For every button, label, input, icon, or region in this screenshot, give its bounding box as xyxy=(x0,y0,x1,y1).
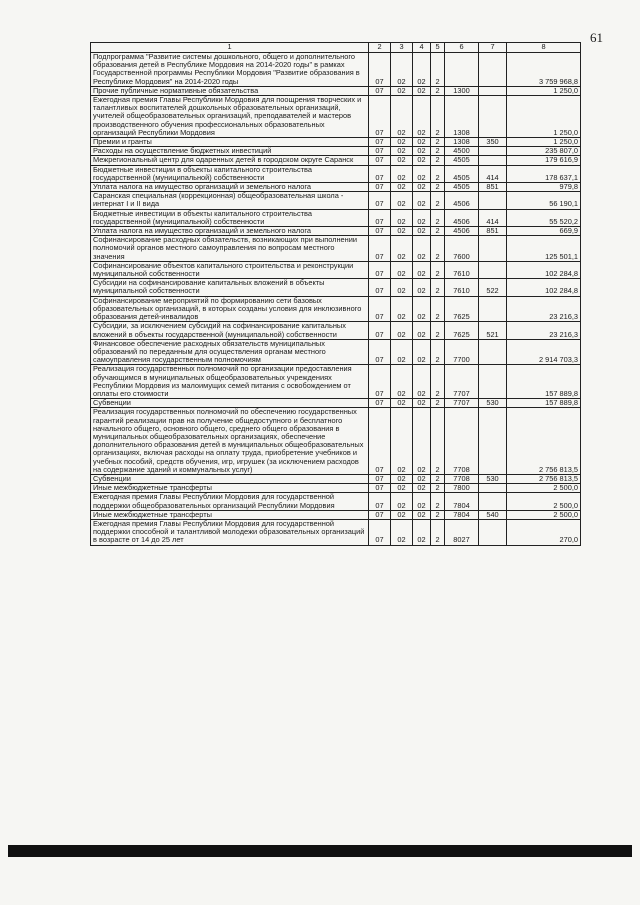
code-cell: 02 xyxy=(413,209,431,226)
code-cell: 2 xyxy=(431,261,445,278)
code-cell: 7625 xyxy=(445,296,479,322)
code-cell: 2 xyxy=(431,322,445,339)
code-cell xyxy=(479,365,507,399)
code-cell: 02 xyxy=(413,138,431,147)
item-name-cell: Субсидии на софинансирование капитальных вложений в объекты муниципальной собственности xyxy=(91,279,369,296)
code-cell: 07 xyxy=(369,399,391,408)
code-cell: 4506 xyxy=(445,209,479,226)
code-cell xyxy=(479,86,507,95)
code-cell: 02 xyxy=(413,261,431,278)
column-header: 1 xyxy=(91,43,369,53)
code-cell: 2 xyxy=(431,474,445,483)
table-row xyxy=(91,510,581,519)
code-cell: 1300 xyxy=(445,86,479,95)
code-cell: 02 xyxy=(413,183,431,192)
code-cell: 07 xyxy=(369,192,391,209)
scan-edge-bar xyxy=(8,845,632,857)
item-name-cell: Софинансирование мероприятий по формированию сети базовых образовательных организаций, в которых созданы условия для инклюзивного образования детей-инвалидов xyxy=(91,296,369,322)
code-cell: 02 xyxy=(391,322,413,339)
code-cell: 07 xyxy=(369,165,391,182)
table-row xyxy=(91,322,581,339)
code-cell: 02 xyxy=(413,365,431,399)
item-name-cell: Бюджетные инвестиции в объекты капитального строительства государственной (муниципальной) собственности xyxy=(91,209,369,226)
code-cell: 02 xyxy=(391,86,413,95)
table-row xyxy=(91,227,581,236)
code-cell xyxy=(479,147,507,156)
table-row xyxy=(91,484,581,493)
code-cell: 7610 xyxy=(445,279,479,296)
item-name-cell: Уплата налога на имущество организаций и земельного налога xyxy=(91,183,369,192)
budget-table xyxy=(90,42,581,546)
code-cell: 07 xyxy=(369,493,391,510)
code-cell: 2 xyxy=(431,96,445,138)
code-cell: 07 xyxy=(369,227,391,236)
code-cell: 07 xyxy=(369,322,391,339)
item-name-cell: Иные межбюджетные трансферты xyxy=(91,484,369,493)
code-cell: 02 xyxy=(413,484,431,493)
code-cell: 02 xyxy=(391,399,413,408)
amount-cell: 1 250,0 xyxy=(507,86,581,95)
code-cell xyxy=(479,156,507,165)
code-cell: 02 xyxy=(413,296,431,322)
code-cell: 07 xyxy=(369,408,391,475)
code-cell: 02 xyxy=(413,96,431,138)
code-cell: 1308 xyxy=(445,138,479,147)
column-header: 4 xyxy=(413,43,431,53)
table-row xyxy=(91,408,581,475)
code-cell: 2 xyxy=(431,484,445,493)
code-cell xyxy=(479,296,507,322)
code-cell: 02 xyxy=(391,339,413,365)
amount-cell: 235 807,0 xyxy=(507,147,581,156)
code-cell: 02 xyxy=(391,261,413,278)
code-cell: 02 xyxy=(391,296,413,322)
code-cell: 522 xyxy=(479,279,507,296)
code-cell: 02 xyxy=(391,279,413,296)
code-cell: 02 xyxy=(391,510,413,519)
code-cell: 851 xyxy=(479,227,507,236)
code-cell: 07 xyxy=(369,365,391,399)
amount-cell: 55 520,2 xyxy=(507,209,581,226)
column-number-row xyxy=(91,43,581,53)
code-cell: 02 xyxy=(391,165,413,182)
item-name-cell: Иные межбюджетные трансферты xyxy=(91,510,369,519)
code-cell: 1308 xyxy=(445,96,479,138)
code-cell: 2 xyxy=(431,227,445,236)
column-header: 8 xyxy=(507,43,581,53)
amount-cell: 157 889,8 xyxy=(507,365,581,399)
code-cell: 02 xyxy=(413,399,431,408)
code-cell: 07 xyxy=(369,339,391,365)
column-header: 2 xyxy=(369,43,391,53)
item-name-cell: Ежегодная премия Главы Республики Мордовия для государственной поддержки способной и талантливой молодежи образовательных организаций в возрасте от 14 до 25 лет xyxy=(91,519,369,545)
code-cell: 02 xyxy=(413,86,431,95)
code-cell: 02 xyxy=(413,227,431,236)
table-row xyxy=(91,192,581,209)
table-row xyxy=(91,474,581,483)
code-cell xyxy=(479,53,507,87)
code-cell: 02 xyxy=(413,236,431,262)
code-cell: 07 xyxy=(369,138,391,147)
code-cell: 02 xyxy=(413,156,431,165)
code-cell: 02 xyxy=(391,147,413,156)
code-cell: 2 xyxy=(431,296,445,322)
code-cell: 02 xyxy=(391,192,413,209)
code-cell: 2 xyxy=(431,493,445,510)
code-cell: 2 xyxy=(431,165,445,182)
amount-cell: 56 190,1 xyxy=(507,192,581,209)
code-cell: 2 xyxy=(431,510,445,519)
item-name-cell: Подпрограмма "Развитие системы дошкольного, общего и дополнительного образования детей в Республике Мордовия на 2014-2020 годы" в рамках Государственной программы Республики Мордовия "Развитие образования в Республике Мордовия" на 2014-2020 годы xyxy=(91,53,369,87)
code-cell: 02 xyxy=(391,227,413,236)
amount-cell: 102 284,8 xyxy=(507,279,581,296)
code-cell xyxy=(445,53,479,87)
code-cell: 07 xyxy=(369,261,391,278)
code-cell: 7708 xyxy=(445,408,479,475)
table-row xyxy=(91,138,581,147)
code-cell: 4506 xyxy=(445,227,479,236)
code-cell: 02 xyxy=(413,474,431,483)
item-name-cell: Ежегодная премия Главы Республики Мордовия для государственной поддержки общеобразовательных организаций Республики Мордовия xyxy=(91,493,369,510)
code-cell: 07 xyxy=(369,53,391,87)
code-cell: 7600 xyxy=(445,236,479,262)
code-cell xyxy=(479,408,507,475)
code-cell: 07 xyxy=(369,519,391,545)
code-cell: 4500 xyxy=(445,147,479,156)
code-cell: 2 xyxy=(431,339,445,365)
code-cell: 2 xyxy=(431,53,445,87)
code-cell: 2 xyxy=(431,156,445,165)
code-cell: 530 xyxy=(479,474,507,483)
code-cell: 07 xyxy=(369,296,391,322)
item-name-cell: Расходы на осуществление бюджетных инвестиций xyxy=(91,147,369,156)
code-cell: 02 xyxy=(391,365,413,399)
code-cell xyxy=(479,519,507,545)
code-cell: 02 xyxy=(413,147,431,156)
code-cell xyxy=(479,493,507,510)
table-row xyxy=(91,209,581,226)
code-cell: 350 xyxy=(479,138,507,147)
code-cell: 414 xyxy=(479,165,507,182)
code-cell: 2 xyxy=(431,192,445,209)
code-cell: 2 xyxy=(431,365,445,399)
code-cell: 851 xyxy=(479,183,507,192)
code-cell: 02 xyxy=(391,484,413,493)
code-cell: 02 xyxy=(413,165,431,182)
column-header: 5 xyxy=(431,43,445,53)
code-cell: 2 xyxy=(431,408,445,475)
amount-cell: 179 616,9 xyxy=(507,156,581,165)
amount-cell: 178 637,1 xyxy=(507,165,581,182)
item-name-cell: Субвенции xyxy=(91,474,369,483)
code-cell: 4505 xyxy=(445,156,479,165)
code-cell: 02 xyxy=(413,493,431,510)
code-cell: 07 xyxy=(369,156,391,165)
table-row xyxy=(91,365,581,399)
code-cell: 2 xyxy=(431,279,445,296)
item-name-cell: Субвенции xyxy=(91,399,369,408)
page-number: 61 xyxy=(590,30,603,45)
table-row xyxy=(91,53,581,87)
amount-cell: 2 500,0 xyxy=(507,493,581,510)
code-cell: 8027 xyxy=(445,519,479,545)
code-cell: 521 xyxy=(479,322,507,339)
item-name-cell: Бюджетные инвестиции в объекты капитального строительства государственной (муниципальной) собственности xyxy=(91,165,369,182)
code-cell: 02 xyxy=(413,279,431,296)
amount-cell: 2 500,0 xyxy=(507,510,581,519)
amount-cell: 2 914 703,3 xyxy=(507,339,581,365)
code-cell: 7804 xyxy=(445,493,479,510)
code-cell: 07 xyxy=(369,236,391,262)
code-cell: 02 xyxy=(391,493,413,510)
code-cell: 7800 xyxy=(445,484,479,493)
column-header: 7 xyxy=(479,43,507,53)
code-cell: 02 xyxy=(391,138,413,147)
code-cell xyxy=(479,236,507,262)
code-cell: 7610 xyxy=(445,261,479,278)
amount-cell: 1 250,0 xyxy=(507,96,581,138)
code-cell: 07 xyxy=(369,183,391,192)
amount-cell: 270,0 xyxy=(507,519,581,545)
table-row xyxy=(91,96,581,138)
table-row xyxy=(91,165,581,182)
code-cell: 07 xyxy=(369,147,391,156)
column-header: 6 xyxy=(445,43,479,53)
amount-cell: 2 756 813,5 xyxy=(507,474,581,483)
column-header: 3 xyxy=(391,43,413,53)
item-name-cell: Премии и гранты xyxy=(91,138,369,147)
table-row xyxy=(91,86,581,95)
code-cell: 07 xyxy=(369,484,391,493)
code-cell: 02 xyxy=(413,339,431,365)
code-cell: 02 xyxy=(391,183,413,192)
item-name-cell: Саранская специальная (коррекционная) общеобразовательная школа - интернат I и II вида xyxy=(91,192,369,209)
amount-cell: 669,9 xyxy=(507,227,581,236)
code-cell xyxy=(479,96,507,138)
item-name-cell: Ежегодная премия Главы Республики Мордовия для поощрения творческих и талантливых воспитателей дошкольных образовательных организаций, учителей общеобразовательных организаций, преподавателей и мастеров производственного обучения профессиональных образовательных организаций Республики Мордовия xyxy=(91,96,369,138)
amount-cell: 2 500,0 xyxy=(507,484,581,493)
item-name-cell: Софинансирование расходных обязательств, возникающих при выполнении полномочий органов местного самоуправления по вопросам местного значения xyxy=(91,236,369,262)
item-name-cell: Реализация государственных полномочий по организации предоставления обучающимся в муниципальных общеобразовательных учреждениях Республики Мордовия из малоимущих семей питания с освобождением от оплаты его стоимости xyxy=(91,365,369,399)
code-cell: 02 xyxy=(413,510,431,519)
table-row xyxy=(91,279,581,296)
code-cell: 02 xyxy=(413,322,431,339)
code-cell: 02 xyxy=(391,209,413,226)
code-cell: 07 xyxy=(369,510,391,519)
code-cell: 530 xyxy=(479,399,507,408)
code-cell: 2 xyxy=(431,209,445,226)
table-row xyxy=(91,339,581,365)
code-cell: 02 xyxy=(391,519,413,545)
item-name-cell: Реализация государственных полномочий по обеспечению государственных гарантий реализации прав на получение общедоступного и бесплатного начального общего, основного общего, среднего общего образования в муниципальных общеобразовательных организациях, обеспечение дополнительного образования детей в муниципальных общеобразовательных организациях, включая расходы на оплату труда, приобретение учебников и учебных пособий, средств обучения, игр, игрушек (за исключением расходов на содержание зданий и коммунальных услуг) xyxy=(91,408,369,475)
code-cell: 02 xyxy=(391,53,413,87)
code-cell: 2 xyxy=(431,138,445,147)
code-cell xyxy=(479,192,507,209)
code-cell: 7707 xyxy=(445,365,479,399)
code-cell: 540 xyxy=(479,510,507,519)
code-cell: 02 xyxy=(413,53,431,87)
amount-cell: 23 216,3 xyxy=(507,296,581,322)
code-cell: 7625 xyxy=(445,322,479,339)
code-cell: 2 xyxy=(431,399,445,408)
amount-cell: 3 759 968,8 xyxy=(507,53,581,87)
code-cell: 7708 xyxy=(445,474,479,483)
code-cell: 02 xyxy=(391,408,413,475)
table-body xyxy=(91,53,581,546)
table-row xyxy=(91,261,581,278)
code-cell: 02 xyxy=(413,519,431,545)
code-cell: 07 xyxy=(369,209,391,226)
code-cell: 4505 xyxy=(445,183,479,192)
code-cell: 7707 xyxy=(445,399,479,408)
table-row xyxy=(91,296,581,322)
item-name-cell: Субсидии, за исключением субсидий на софинансирование капитальных вложений в объекты государственной (муниципальной) собственности xyxy=(91,322,369,339)
amount-cell: 102 284,8 xyxy=(507,261,581,278)
code-cell: 02 xyxy=(391,156,413,165)
code-cell: 02 xyxy=(413,192,431,209)
code-cell: 07 xyxy=(369,279,391,296)
code-cell: 07 xyxy=(369,474,391,483)
code-cell: 4505 xyxy=(445,165,479,182)
amount-cell: 979,8 xyxy=(507,183,581,192)
code-cell: 07 xyxy=(369,86,391,95)
code-cell: 07 xyxy=(369,96,391,138)
item-name-cell: Прочие публичные нормативные обязательства xyxy=(91,86,369,95)
code-cell: 2 xyxy=(431,147,445,156)
code-cell: 4506 xyxy=(445,192,479,209)
table-row xyxy=(91,493,581,510)
amount-cell: 1 250,0 xyxy=(507,138,581,147)
code-cell: 2 xyxy=(431,86,445,95)
code-cell xyxy=(479,484,507,493)
code-cell: 414 xyxy=(479,209,507,226)
table-row xyxy=(91,183,581,192)
code-cell: 2 xyxy=(431,183,445,192)
table-row xyxy=(91,236,581,262)
table-row xyxy=(91,399,581,408)
code-cell: 02 xyxy=(391,236,413,262)
code-cell: 7700 xyxy=(445,339,479,365)
item-name-cell: Софинансирование объектов капитального строительства и реконструкции муниципальной собственности xyxy=(91,261,369,278)
table-row xyxy=(91,147,581,156)
code-cell: 02 xyxy=(391,96,413,138)
table-row xyxy=(91,519,581,545)
amount-cell: 23 216,3 xyxy=(507,322,581,339)
amount-cell: 157 889,8 xyxy=(507,399,581,408)
item-name-cell: Межрегиональный центр для одаренных детей в городском округе Саранск xyxy=(91,156,369,165)
code-cell: 02 xyxy=(391,474,413,483)
table-row xyxy=(91,156,581,165)
code-cell: 2 xyxy=(431,236,445,262)
item-name-cell: Уплата налога на имущество организаций и земельного налога xyxy=(91,227,369,236)
code-cell xyxy=(479,261,507,278)
item-name-cell: Финансовое обеспечение расходных обязательств муниципальных образований по переданным для осуществления органам местного самоуправления государственным полномочиям xyxy=(91,339,369,365)
amount-cell: 125 501,1 xyxy=(507,236,581,262)
code-cell xyxy=(479,339,507,365)
code-cell: 02 xyxy=(413,408,431,475)
code-cell: 2 xyxy=(431,519,445,545)
code-cell: 7804 xyxy=(445,510,479,519)
amount-cell: 2 756 813,5 xyxy=(507,408,581,475)
